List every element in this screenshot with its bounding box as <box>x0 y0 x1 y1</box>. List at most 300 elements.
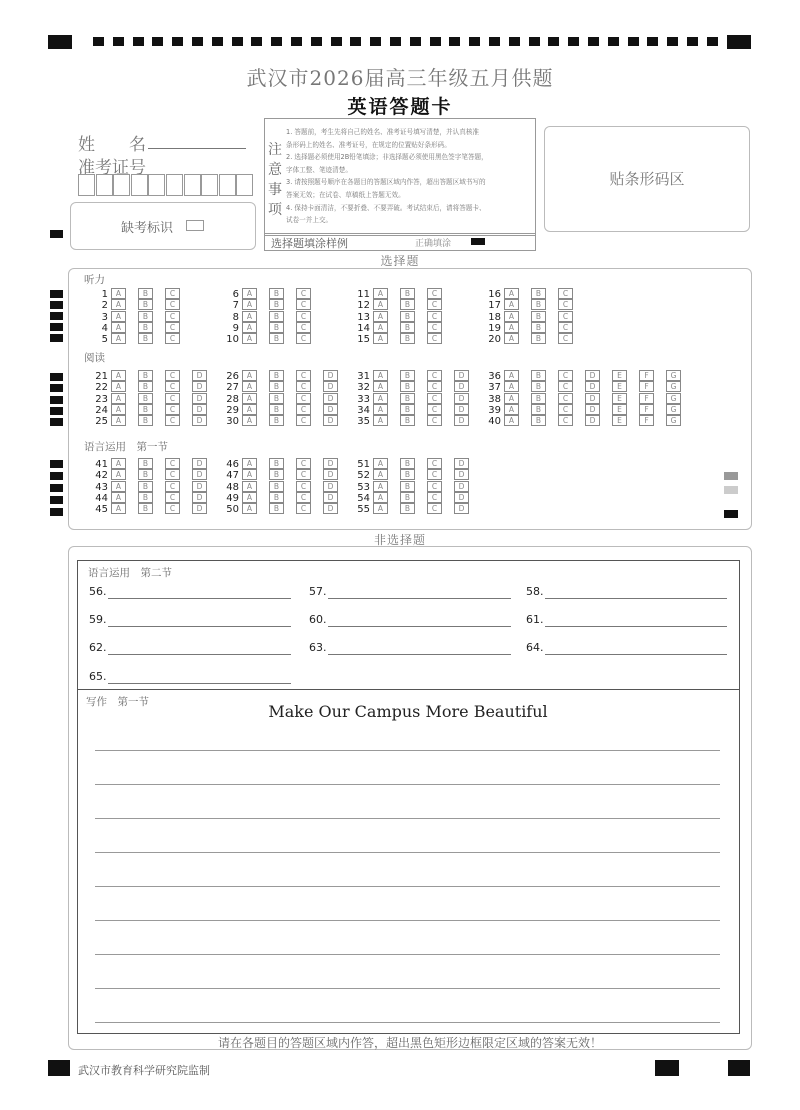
option-bubble[interactable]: C <box>296 333 311 344</box>
exam-digit-box[interactable] <box>219 174 236 196</box>
option-bubble[interactable]: B <box>138 393 153 404</box>
question-row <box>481 393 693 404</box>
timing-mark <box>251 37 262 46</box>
option-bubble[interactable]: A <box>373 333 388 344</box>
option-bubble[interactable]: G <box>666 393 681 404</box>
option-bubble[interactable]: A <box>242 333 257 344</box>
question-row <box>88 393 219 404</box>
option-bubble[interactable]: B <box>269 458 284 469</box>
question-number: 4 <box>101 322 108 334</box>
option-bubble[interactable]: C <box>427 415 442 426</box>
option-bubble[interactable]: D <box>192 469 207 480</box>
option-bubble[interactable]: B <box>138 288 153 299</box>
option-bubble[interactable]: D <box>192 492 207 503</box>
option-bubble[interactable]: C <box>296 458 311 469</box>
option-bubble[interactable]: C <box>296 311 311 322</box>
question-number: 21 <box>95 371 108 382</box>
option-bubble[interactable]: D <box>323 415 338 426</box>
option-bubble[interactable]: D <box>454 492 469 503</box>
option-bubble[interactable]: B <box>400 381 415 392</box>
option-bubble[interactable]: A <box>111 404 126 415</box>
option-bubble[interactable]: C <box>165 381 180 392</box>
option-bubble[interactable]: C <box>427 503 442 514</box>
option-bubble[interactable]: D <box>454 469 469 480</box>
option-bubble[interactable]: F <box>639 415 654 426</box>
option-bubble[interactable]: A <box>504 381 519 392</box>
writing-line[interactable] <box>95 920 720 921</box>
exam-digit-box[interactable] <box>78 174 95 196</box>
option-bubble[interactable]: B <box>400 469 415 480</box>
option-bubble[interactable]: C <box>165 481 180 492</box>
option-bubble[interactable]: A <box>242 311 257 322</box>
option-bubble[interactable]: A <box>242 492 257 503</box>
option-bubble[interactable]: C <box>165 333 180 344</box>
timing-mark <box>50 312 63 320</box>
option-bubble[interactable]: B <box>269 299 284 310</box>
option-bubble[interactable]: C <box>427 299 442 310</box>
timing-mark <box>50 472 63 480</box>
option-bubble[interactable]: B <box>269 481 284 492</box>
option-bubble[interactable]: E <box>612 404 627 415</box>
option-bubble[interactable]: D <box>454 415 469 426</box>
option-bubble[interactable]: A <box>373 481 388 492</box>
option-bubble[interactable]: B <box>400 299 415 310</box>
question-number: 37 <box>488 382 501 394</box>
option-bubble[interactable]: C <box>558 333 573 344</box>
option-bubble[interactable]: A <box>242 393 257 404</box>
fill-item-number: 64. <box>526 641 544 654</box>
option-bubble[interactable]: A <box>242 322 257 333</box>
writing-line[interactable] <box>95 1022 720 1023</box>
writing-line[interactable] <box>95 886 720 887</box>
option-bubble[interactable]: C <box>165 503 180 514</box>
question-row <box>88 469 219 480</box>
option-bubble[interactable]: B <box>531 393 546 404</box>
option-bubble[interactable]: F <box>639 370 654 381</box>
option-bubble[interactable]: B <box>138 322 153 333</box>
option-bubble[interactable]: B <box>400 481 415 492</box>
exam-digit-box[interactable] <box>131 174 148 196</box>
option-bubble[interactable]: A <box>111 481 126 492</box>
option-bubble[interactable]: C <box>165 322 180 333</box>
option-bubble[interactable]: B <box>138 404 153 415</box>
option-bubble[interactable]: A <box>373 458 388 469</box>
fill-answer-line[interactable] <box>108 626 291 627</box>
option-bubble[interactable]: C <box>427 458 442 469</box>
option-bubble[interactable]: A <box>242 288 257 299</box>
option-bubble[interactable]: E <box>612 370 627 381</box>
option-bubble[interactable]: A <box>242 299 257 310</box>
question-number: 53 <box>357 481 370 493</box>
option-bubble[interactable]: D <box>192 393 207 404</box>
option-bubble[interactable]: C <box>296 288 311 299</box>
fill-answer-line[interactable] <box>328 598 511 599</box>
option-bubble[interactable]: C <box>427 322 442 333</box>
option-bubble[interactable]: C <box>296 492 311 503</box>
option-bubble[interactable]: A <box>373 322 388 333</box>
option-bubble[interactable]: D <box>192 458 207 469</box>
option-bubble[interactable]: E <box>612 381 627 392</box>
timing-mark <box>628 37 639 46</box>
question-number: 22 <box>95 382 108 394</box>
question-number: 23 <box>95 393 108 405</box>
option-bubble[interactable]: C <box>165 458 180 469</box>
option-bubble[interactable]: B <box>269 381 284 392</box>
question-row <box>219 299 323 310</box>
option-bubble[interactable]: B <box>531 370 546 381</box>
option-bubble[interactable]: B <box>138 370 153 381</box>
exam-digit-box[interactable] <box>236 174 253 196</box>
option-bubble[interactable]: B <box>138 299 153 310</box>
option-bubble[interactable]: A <box>111 288 126 299</box>
writing-line[interactable] <box>95 750 720 751</box>
writing-line[interactable] <box>95 988 720 989</box>
option-bubble[interactable]: D <box>192 481 207 492</box>
option-bubble[interactable]: C <box>165 311 180 322</box>
option-bubble[interactable]: A <box>373 404 388 415</box>
option-bubble[interactable]: B <box>531 311 546 322</box>
fill-item-number: 60. <box>309 613 327 626</box>
option-bubble[interactable]: D <box>585 393 600 404</box>
option-bubble[interactable]: B <box>138 381 153 392</box>
option-bubble[interactable]: A <box>111 333 126 344</box>
option-bubble[interactable]: A <box>111 322 126 333</box>
option-bubble[interactable]: B <box>269 503 284 514</box>
option-bubble[interactable]: B <box>138 492 153 503</box>
option-bubble[interactable]: C <box>165 469 180 480</box>
option-bubble[interactable]: C <box>427 492 442 503</box>
option-bubble[interactable]: E <box>612 415 627 426</box>
option-bubble[interactable]: D <box>323 370 338 381</box>
question-row <box>88 381 219 392</box>
option-bubble[interactable]: C <box>165 370 180 381</box>
option-bubble[interactable]: A <box>373 381 388 392</box>
fill-sample-bar <box>264 233 536 251</box>
option-bubble[interactable]: B <box>531 288 546 299</box>
timing-mark <box>707 37 718 46</box>
exam-title: 武汉市2026届高三年级五月供题 <box>246 66 554 90</box>
option-bubble[interactable]: D <box>585 415 600 426</box>
name-field[interactable] <box>148 148 246 149</box>
option-bubble[interactable]: A <box>111 311 126 322</box>
option-bubble[interactable]: C <box>558 381 573 392</box>
question-row <box>350 288 454 299</box>
option-bubble[interactable]: G <box>666 404 681 415</box>
listening-label: 听力 <box>84 274 105 286</box>
option-bubble[interactable]: A <box>504 299 519 310</box>
option-bubble[interactable]: A <box>373 492 388 503</box>
option-bubble[interactable]: A <box>111 503 126 514</box>
option-bubble[interactable]: F <box>639 381 654 392</box>
question-number: 51 <box>357 459 370 470</box>
question-row <box>219 311 323 322</box>
option-bubble[interactable]: B <box>400 415 415 426</box>
option-bubble[interactable]: D <box>454 381 469 392</box>
language-use-label: 语言运用 第一节 <box>84 441 168 453</box>
option-bubble[interactable]: A <box>111 381 126 392</box>
question-row <box>350 415 481 426</box>
light-gray-mark <box>724 486 738 494</box>
option-bubble[interactable]: C <box>558 311 573 322</box>
option-bubble[interactable]: B <box>269 311 284 322</box>
option-bubble[interactable]: B <box>269 404 284 415</box>
option-bubble[interactable]: C <box>296 370 311 381</box>
absent-checkbox[interactable] <box>186 220 204 231</box>
option-bubble[interactable]: F <box>639 404 654 415</box>
option-bubble[interactable]: F <box>639 393 654 404</box>
option-bubble[interactable]: B <box>269 393 284 404</box>
exam-digit-box[interactable] <box>166 174 183 196</box>
timing-mark <box>370 37 381 46</box>
option-bubble[interactable]: C <box>427 288 442 299</box>
option-bubble[interactable]: A <box>373 370 388 381</box>
option-bubble[interactable]: C <box>558 370 573 381</box>
option-bubble[interactable]: C <box>427 469 442 480</box>
writing-line[interactable] <box>95 784 720 785</box>
option-bubble[interactable]: G <box>666 415 681 426</box>
exam-digit-box[interactable] <box>96 174 113 196</box>
option-bubble[interactable]: B <box>269 415 284 426</box>
option-bubble[interactable]: B <box>400 370 415 381</box>
option-bubble[interactable]: A <box>373 311 388 322</box>
essay-title: Make Our Campus More Beautiful <box>268 702 548 721</box>
option-bubble[interactable]: A <box>373 503 388 514</box>
option-bubble[interactable]: D <box>323 492 338 503</box>
option-bubble[interactable]: A <box>242 469 257 480</box>
option-bubble[interactable]: C <box>427 404 442 415</box>
option-bubble[interactable]: C <box>296 322 311 333</box>
option-bubble[interactable]: C <box>296 381 311 392</box>
option-bubble[interactable]: A <box>242 404 257 415</box>
option-bubble[interactable]: B <box>269 322 284 333</box>
option-bubble[interactable]: A <box>242 458 257 469</box>
fill-answer-line[interactable] <box>545 626 727 627</box>
fill-answer-line[interactable] <box>108 654 291 655</box>
timing-mark <box>350 37 361 46</box>
option-bubble[interactable]: C <box>165 404 180 415</box>
option-bubble[interactable]: A <box>111 469 126 480</box>
option-bubble[interactable]: B <box>138 415 153 426</box>
fill-item-number: 58. <box>526 585 544 598</box>
option-bubble[interactable]: D <box>454 393 469 404</box>
option-bubble[interactable]: B <box>400 322 415 333</box>
option-bubble[interactable]: C <box>296 299 311 310</box>
option-bubble[interactable]: B <box>138 311 153 322</box>
option-bubble[interactable]: B <box>138 503 153 514</box>
question-number: 24 <box>95 404 108 416</box>
option-bubble[interactable]: A <box>504 311 519 322</box>
timing-mark <box>489 37 500 46</box>
option-bubble[interactable]: C <box>296 503 311 514</box>
option-bubble[interactable]: C <box>427 370 442 381</box>
option-bubble[interactable]: G <box>666 370 681 381</box>
option-bubble[interactable]: C <box>558 322 573 333</box>
option-bubble[interactable]: A <box>504 415 519 426</box>
option-bubble[interactable]: A <box>504 393 519 404</box>
exam-digit-box[interactable] <box>201 174 218 196</box>
option-bubble[interactable]: A <box>242 370 257 381</box>
fill-answer-line[interactable] <box>328 654 511 655</box>
option-bubble[interactable]: A <box>373 469 388 480</box>
option-bubble[interactable]: D <box>585 404 600 415</box>
option-bubble[interactable]: A <box>111 370 126 381</box>
option-bubble[interactable]: C <box>165 393 180 404</box>
option-bubble[interactable]: D <box>323 393 338 404</box>
option-bubble[interactable]: D <box>454 481 469 492</box>
option-bubble[interactable]: B <box>269 370 284 381</box>
option-bubble[interactable]: B <box>400 288 415 299</box>
option-bubble[interactable]: C <box>558 288 573 299</box>
option-bubble[interactable]: B <box>400 311 415 322</box>
exam-digit-box[interactable] <box>148 174 165 196</box>
writing-line[interactable] <box>95 954 720 955</box>
question-number: 11 <box>357 289 370 300</box>
option-bubble[interactable]: D <box>323 404 338 415</box>
fill-sample-label: 选择题填涂样例 <box>271 237 348 250</box>
fill-answer-line[interactable] <box>545 598 727 599</box>
question-row <box>88 322 192 333</box>
option-bubble[interactable]: A <box>504 288 519 299</box>
option-bubble[interactable]: D <box>192 381 207 392</box>
option-bubble[interactable]: A <box>111 393 126 404</box>
question-row <box>481 299 585 310</box>
timing-mark <box>647 37 658 46</box>
option-bubble[interactable]: D <box>323 469 338 480</box>
option-bubble[interactable]: B <box>269 288 284 299</box>
option-bubble[interactable]: A <box>373 393 388 404</box>
option-bubble[interactable]: B <box>138 458 153 469</box>
question-row <box>481 404 693 415</box>
option-bubble[interactable]: D <box>454 458 469 469</box>
exam-digit-box[interactable] <box>184 174 201 196</box>
option-bubble[interactable]: A <box>504 333 519 344</box>
question-number: 25 <box>95 416 108 428</box>
option-bubble[interactable]: G <box>666 381 681 392</box>
option-bubble[interactable]: A <box>111 492 126 503</box>
option-bubble[interactable]: D <box>192 503 207 514</box>
option-bubble[interactable]: B <box>400 458 415 469</box>
option-bubble[interactable]: A <box>242 503 257 514</box>
option-bubble[interactable]: D <box>192 404 207 415</box>
option-bubble[interactable]: D <box>192 415 207 426</box>
option-bubble[interactable]: A <box>504 322 519 333</box>
writing-label: 写作 第一节 <box>86 696 149 708</box>
option-bubble[interactable]: B <box>531 415 546 426</box>
option-bubble[interactable]: B <box>400 503 415 514</box>
option-bubble[interactable]: A <box>111 415 126 426</box>
option-bubble[interactable]: B <box>400 333 415 344</box>
option-bubble[interactable]: D <box>323 381 338 392</box>
option-bubble[interactable]: D <box>454 370 469 381</box>
option-bubble[interactable]: C <box>296 415 311 426</box>
option-bubble[interactable]: C <box>427 311 442 322</box>
option-bubble[interactable]: A <box>504 404 519 415</box>
option-bubble[interactable]: B <box>531 322 546 333</box>
option-bubble[interactable]: A <box>242 381 257 392</box>
option-bubble[interactable]: D <box>454 503 469 514</box>
option-bubble[interactable]: C <box>558 404 573 415</box>
option-bubble[interactable]: B <box>400 492 415 503</box>
option-bubble[interactable]: D <box>585 381 600 392</box>
option-bubble[interactable]: D <box>323 503 338 514</box>
option-bubble[interactable]: C <box>558 299 573 310</box>
option-bubble[interactable]: B <box>138 481 153 492</box>
option-bubble[interactable]: A <box>242 415 257 426</box>
writing-line[interactable] <box>95 818 720 819</box>
timing-mark <box>291 37 302 46</box>
fill-answer-line[interactable] <box>545 654 727 655</box>
option-bubble[interactable]: C <box>296 469 311 480</box>
option-bubble[interactable]: B <box>138 333 153 344</box>
option-bubble[interactable]: C <box>427 381 442 392</box>
option-bubble[interactable]: E <box>612 393 627 404</box>
option-bubble[interactable]: B <box>269 492 284 503</box>
timing-mark <box>50 484 63 492</box>
option-bubble[interactable]: C <box>296 404 311 415</box>
option-bubble[interactable]: B <box>531 333 546 344</box>
option-bubble[interactable]: C <box>165 288 180 299</box>
option-bubble[interactable]: D <box>192 370 207 381</box>
option-bubble[interactable]: B <box>138 469 153 480</box>
option-bubble[interactable]: C <box>296 393 311 404</box>
option-bubble[interactable]: C <box>427 481 442 492</box>
option-bubble[interactable]: B <box>531 299 546 310</box>
fill-item-number: 56. <box>89 585 107 598</box>
option-bubble[interactable]: D <box>323 481 338 492</box>
option-bubble[interactable]: C <box>427 393 442 404</box>
option-bubble[interactable]: B <box>531 404 546 415</box>
option-bubble[interactable]: A <box>242 481 257 492</box>
option-bubble[interactable]: A <box>111 299 126 310</box>
writing-line[interactable] <box>95 852 720 853</box>
option-bubble[interactable]: C <box>558 393 573 404</box>
option-bubble[interactable]: A <box>111 458 126 469</box>
absent-label: 缺考标识 <box>121 221 174 236</box>
option-bubble[interactable]: A <box>373 299 388 310</box>
option-bubble[interactable]: D <box>585 370 600 381</box>
option-bubble[interactable]: A <box>504 370 519 381</box>
question-row <box>88 458 219 469</box>
question-row <box>350 469 481 480</box>
question-row <box>350 311 454 322</box>
option-bubble[interactable]: B <box>269 469 284 480</box>
option-bubble[interactable]: C <box>165 299 180 310</box>
option-bubble[interactable]: D <box>323 458 338 469</box>
exam-number-boxes[interactable] <box>78 174 254 196</box>
option-bubble[interactable]: C <box>427 333 442 344</box>
fill-answer-line[interactable] <box>108 598 291 599</box>
question-number: 43 <box>95 481 108 493</box>
fill-answer-line[interactable] <box>328 626 511 627</box>
option-bubble[interactable]: A <box>373 288 388 299</box>
question-row <box>88 370 219 381</box>
option-bubble[interactable]: C <box>165 492 180 503</box>
option-bubble[interactable]: C <box>165 415 180 426</box>
fill-answer-line[interactable] <box>108 683 291 684</box>
question-number: 31 <box>357 371 370 382</box>
choice-section-title: 选择题 <box>380 254 420 268</box>
option-bubble[interactable]: B <box>400 393 415 404</box>
option-bubble[interactable]: B <box>400 404 415 415</box>
option-bubble[interactable]: B <box>269 333 284 344</box>
option-bubble[interactable]: C <box>296 481 311 492</box>
option-bubble[interactable]: C <box>558 415 573 426</box>
fill-item-number: 61. <box>526 613 544 626</box>
option-bubble[interactable]: B <box>531 381 546 392</box>
option-bubble[interactable]: D <box>454 404 469 415</box>
exam-digit-box[interactable] <box>113 174 130 196</box>
option-bubble[interactable]: A <box>373 415 388 426</box>
